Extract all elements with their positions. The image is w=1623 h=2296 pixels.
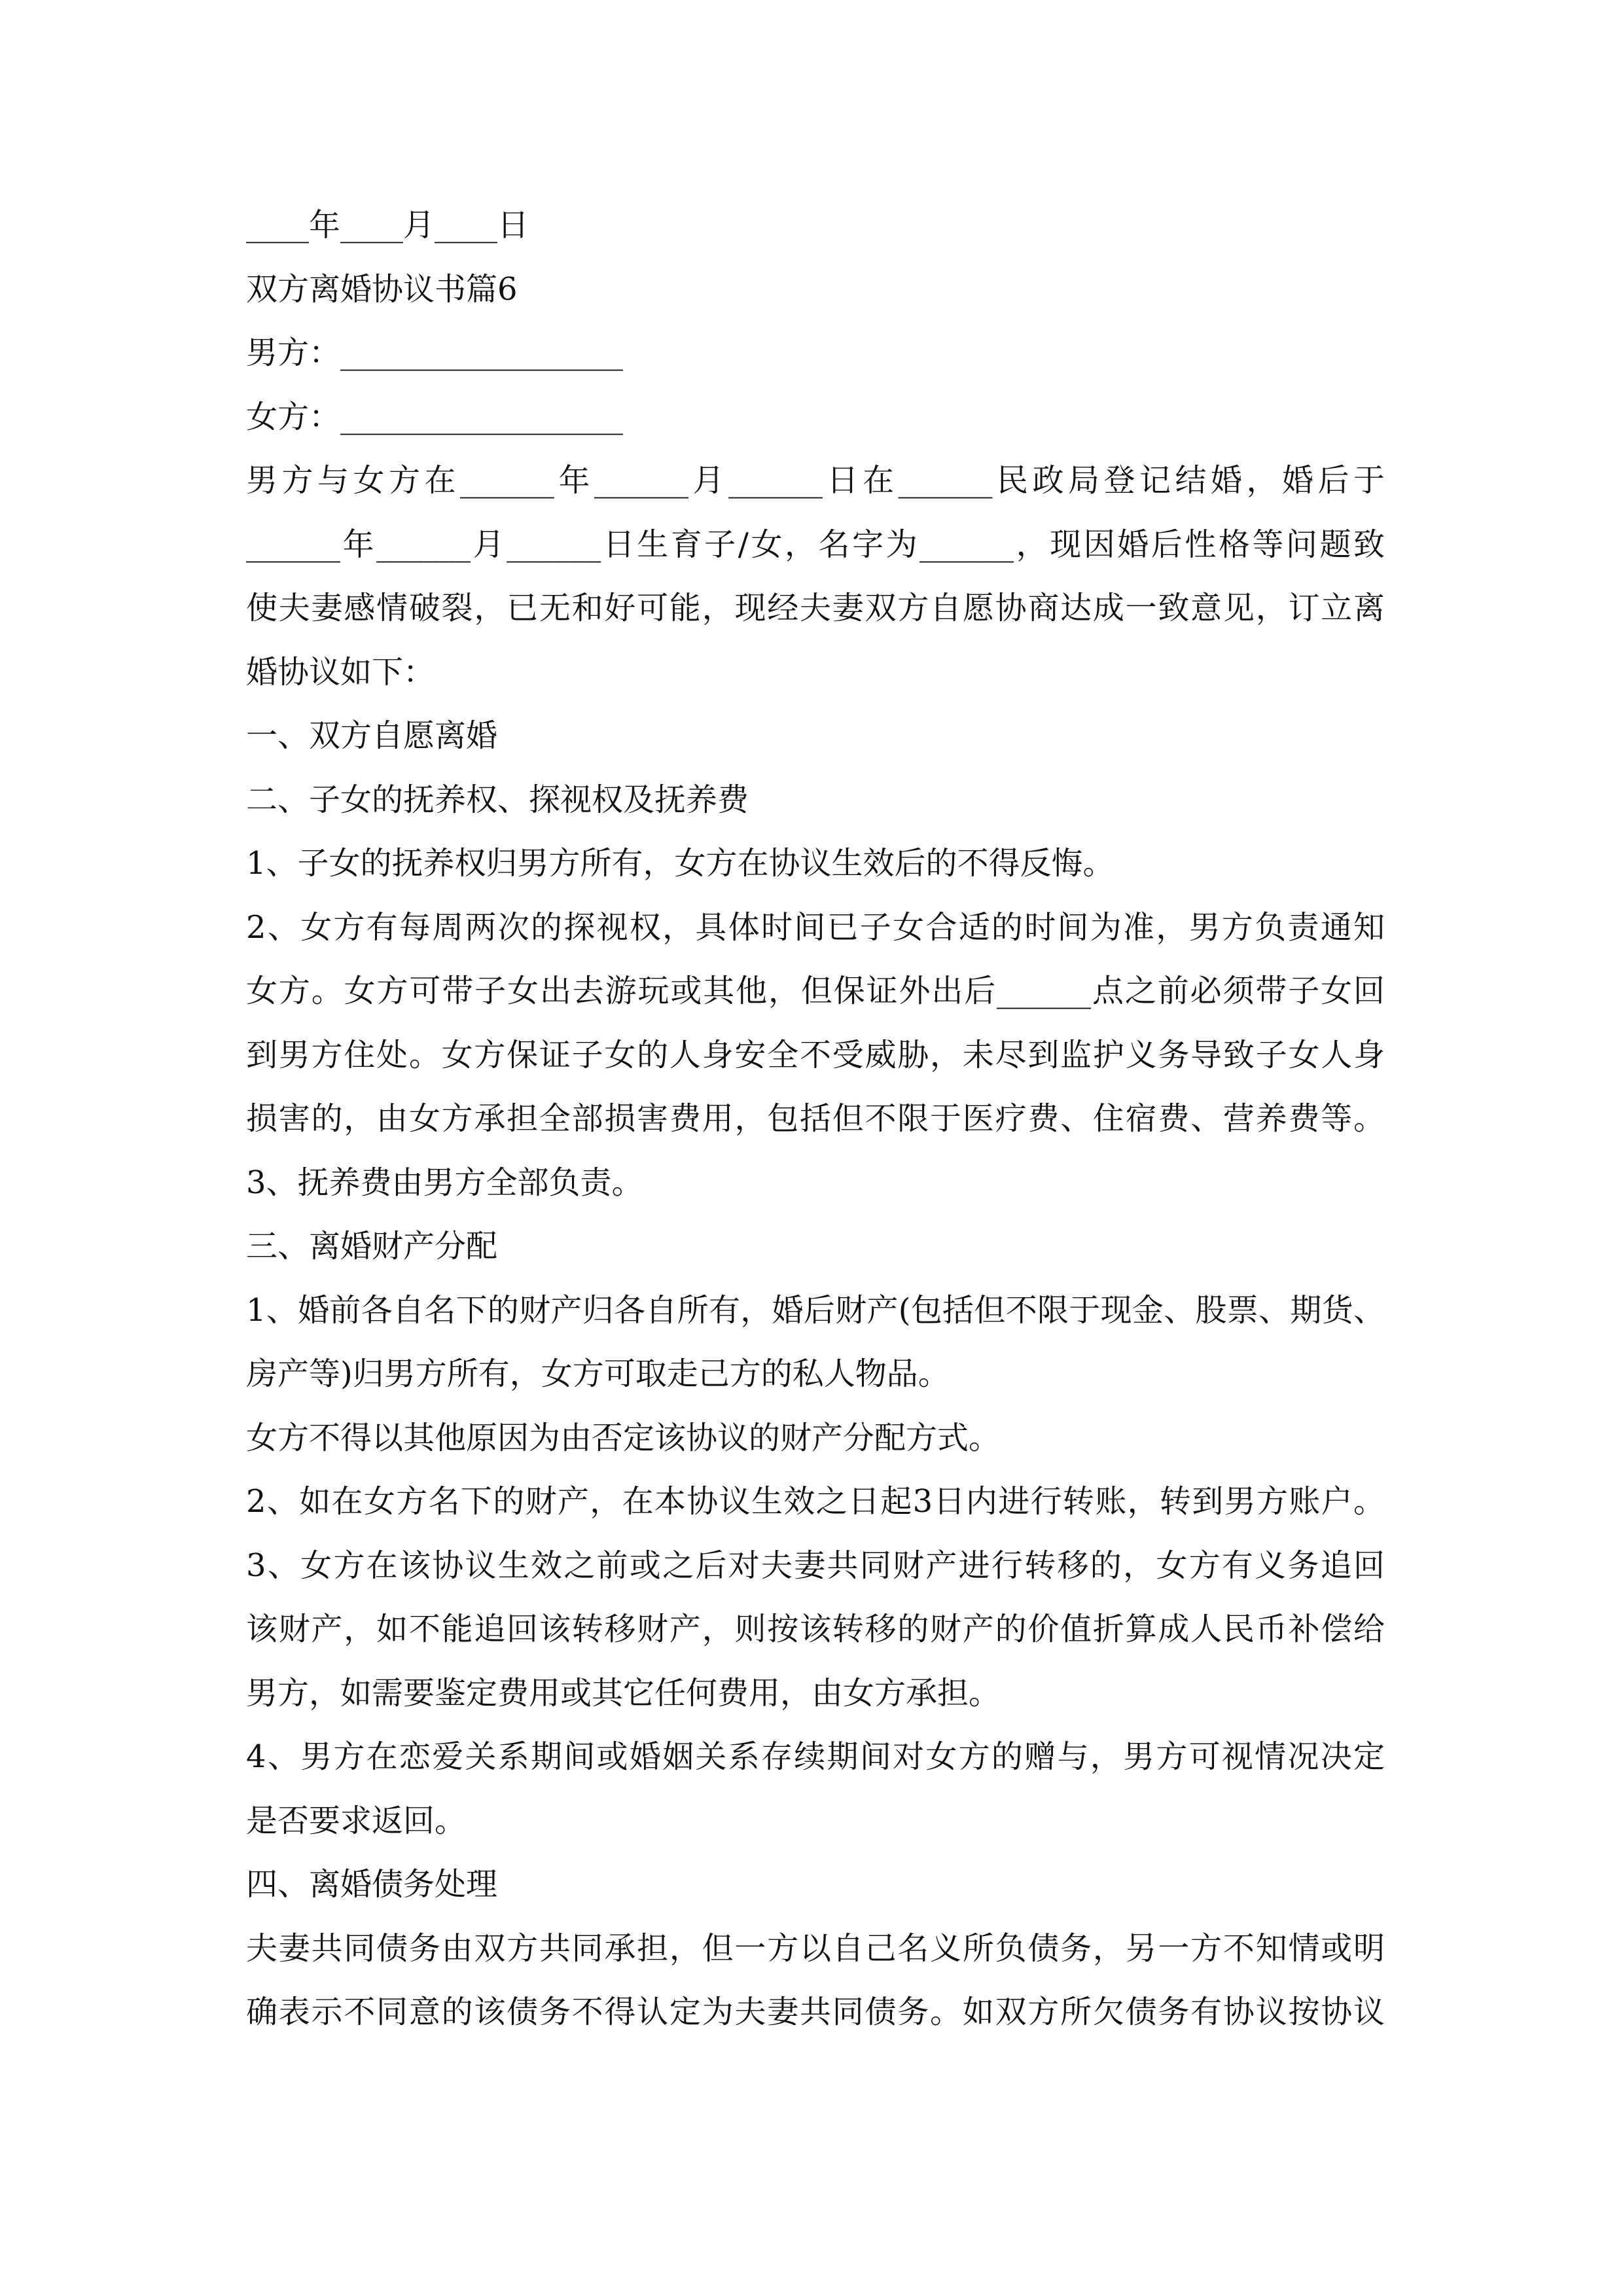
text-line: 使夫妻感情破裂，已无和好可能，现经夫妻双方自愿协商达成一致意见，订立离	[246, 590, 1385, 626]
date-blank-line: ____年____月____日	[246, 207, 529, 243]
text-line: 3、抚养费由男方全部负责。	[246, 1164, 643, 1201]
section-heading: 一、双方自愿离婚	[246, 717, 498, 754]
text-line: 夫妻共同债务由双方共同承担，但一方以自己名义所负债务，另一方不知情或明	[246, 1929, 1385, 1967]
text-line: 该财产，如不能追回该转移财产，则按该转移的财产的价值折算成人民币补偿给	[246, 1611, 1385, 1647]
text-line: 女方不得以其他原因为由否定该协议的财产分配方式。	[246, 1419, 1001, 1456]
text-line: 3、女方在该协议生效之前或之后对夫妻共同财产进行转移的，女方有义务追回	[246, 1547, 1385, 1584]
male-party-line: 男方：__________________	[246, 334, 624, 371]
section-heading: 二、子女的抚养权、探视权及抚养费	[246, 781, 749, 818]
section-heading: 三、离婚财产分配	[246, 1228, 498, 1265]
text-line: 男方与女方在______年______月______日在______民政局登记结婚，婚后于	[246, 462, 1385, 499]
text-line: 房产等)归男方所有，女方可取走己方的私人物品。	[246, 1355, 950, 1392]
text-line: 是否要求返回。	[246, 1802, 467, 1839]
text-line: 2、女方有每周两次的探视权，具体时间已子女合适的时间为准，男方负责通知	[246, 908, 1385, 946]
text-line: 损害的，由女方承担全部损害费用，包括但不限于医疗费、住宿费、营养费等。	[246, 1100, 1385, 1137]
text-line: 女方。女方可带子女出去游玩或其他，但保证外出后______点之前必须带子女回	[246, 973, 1385, 1009]
text-line: 确表示不同意的该债务不得认定为夫妻共同债务。如双方所欠债务有协议按协议	[246, 1994, 1385, 2030]
text-line: 4、男方在恋爱关系期间或婚姻关系存续期间对女方的赠与，男方可视情况决定	[246, 1738, 1385, 1775]
text-line: 1、子女的抚养权归男方所有，女方在协议生效后的不得反悔。	[246, 845, 1115, 882]
text-line: 男方，如需要鉴定费用或其它任何费用，由女方承担。	[246, 1674, 1001, 1712]
text-line: 2、如在女方名下的财产，在本协议生效之日起3日内进行转账，转到男方账户。	[246, 1483, 1385, 1520]
document-title: 双方离婚协议书篇6	[246, 270, 518, 308]
text-line: 婚协议如下：	[246, 653, 435, 691]
section-heading: 四、离婚债务处理	[246, 1866, 498, 1903]
text-line: 1、婚前各自名下的财产归各自所有，婚后财产(包括但不限于现金、股票、期货、	[246, 1291, 1385, 1329]
text-line: 到男方住处。女方保证子女的人身安全不受威胁，未尽到监护义务导致子女人身	[246, 1036, 1385, 1073]
text-line: ______年______月______日生育子/女，名字为______，现因婚后性格等问题致	[246, 526, 1385, 563]
female-party-line: 女方：__________________	[246, 398, 624, 435]
document-body	[246, 194, 1385, 2045]
